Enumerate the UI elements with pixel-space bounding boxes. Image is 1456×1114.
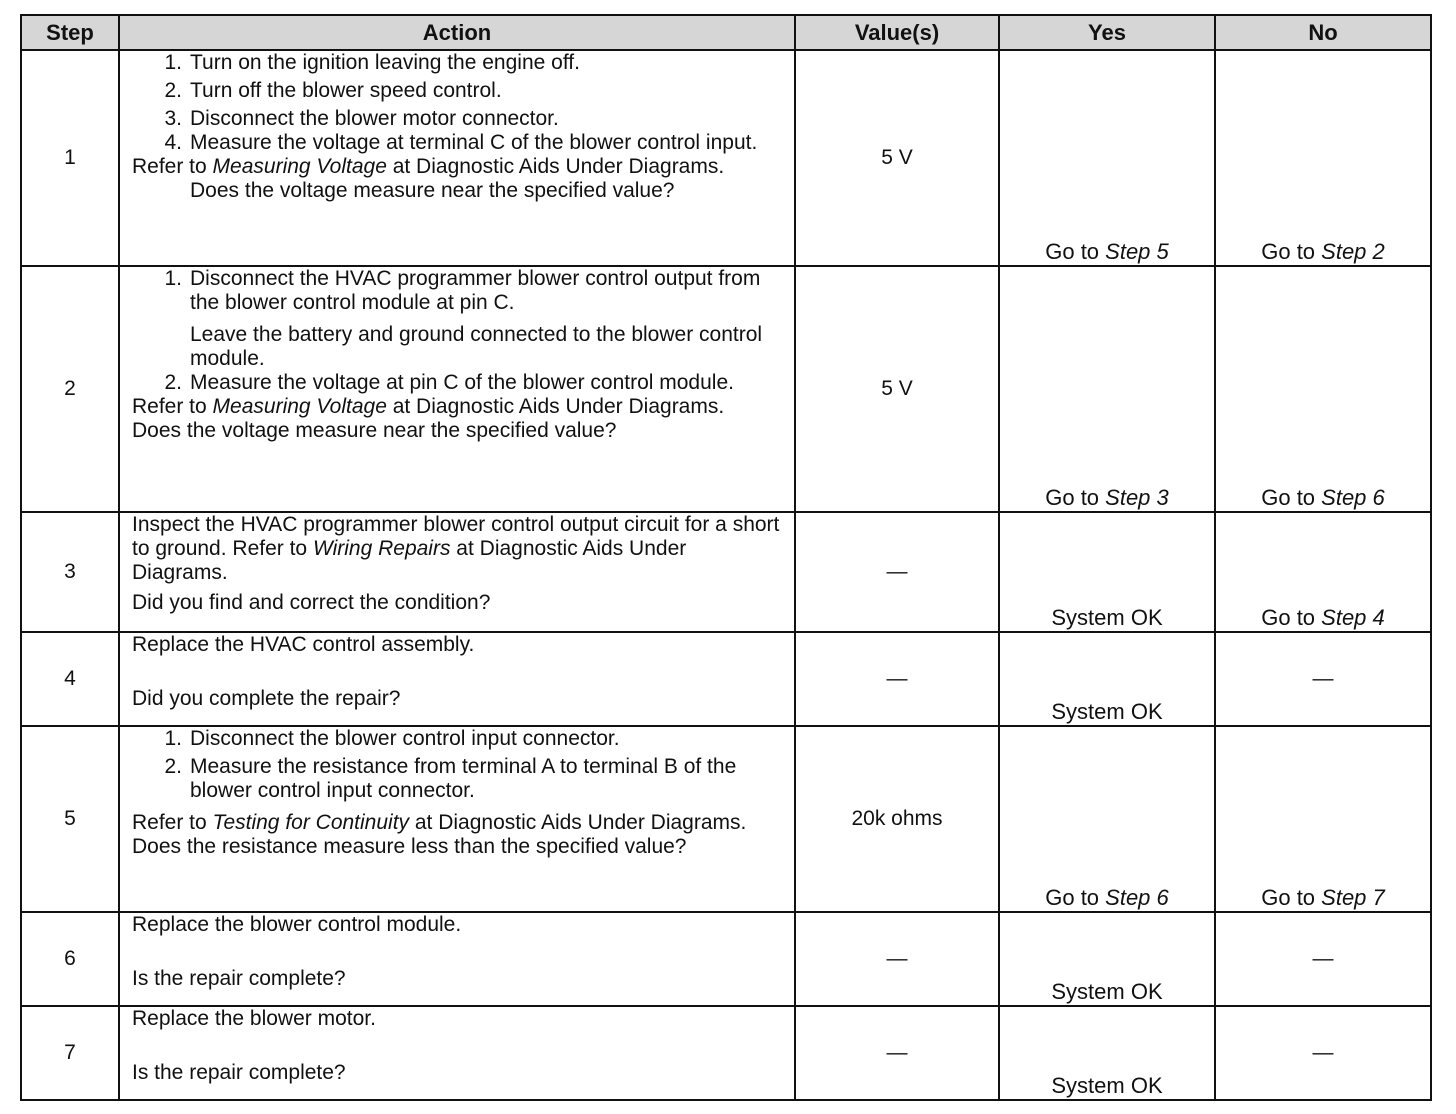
question-text: Did you find and correct the condition? xyxy=(132,591,491,614)
no-cell: Go to Step 2 xyxy=(1215,50,1431,266)
value-cell: 5 V xyxy=(795,50,999,266)
table-row xyxy=(21,50,1431,266)
value-cell: — xyxy=(795,632,999,726)
action-cell xyxy=(119,50,795,266)
question-text: Is the repair complete? xyxy=(132,967,346,990)
table-row xyxy=(21,912,1431,1006)
header-step: Step xyxy=(21,15,119,50)
header-values: Value(s) xyxy=(795,15,999,50)
instruction-text: Replace the HVAC control assembly. xyxy=(132,633,475,656)
question-text: Did you complete the repair? xyxy=(132,687,401,710)
list-item: 2. Measure the resistance from terminal A to terminal B of the blower control input connector. xyxy=(164,755,737,802)
action-cell xyxy=(119,266,795,512)
reference-text: Refer to Testing for Continuity at Diagnostic Aids Under Diagrams. Does the resistance measure less than the specified value? xyxy=(132,811,747,858)
step-number: 5 xyxy=(21,726,119,912)
instruction-text: Inspect the HVAC programmer blower control output circuit for a short to ground. Refer to Wiring Repairs at Diagnostic Aids Under Diagrams. xyxy=(132,513,780,584)
yes-cell: Go to Step 6 xyxy=(999,726,1215,912)
header-yes: Yes xyxy=(999,15,1215,50)
step-number: 6 xyxy=(21,912,119,1006)
reference-text: Refer to Measuring Voltage at Diagnostic Aids Under Diagrams. xyxy=(132,155,725,178)
action-cell xyxy=(119,726,795,912)
list-item: 2. Turn off the blower speed control. xyxy=(164,79,502,102)
yes-cell: Go to Step 3 xyxy=(999,266,1215,512)
table-row xyxy=(21,1006,1431,1100)
step-number: 7 xyxy=(21,1006,119,1100)
note-text: Leave the battery and ground connected to the blower control module. xyxy=(190,323,763,370)
step-number: 2 xyxy=(21,266,119,512)
value-cell: 5 V xyxy=(795,266,999,512)
table-row xyxy=(21,512,1431,632)
action-cell xyxy=(119,912,795,1006)
table-row xyxy=(21,726,1431,912)
yes-cell: Go to Step 5 xyxy=(999,50,1215,266)
list-item: 1. Turn on the ignition leaving the engine off. xyxy=(164,51,580,74)
list-item: 4. Measure the voltage at terminal C of the blower control input. xyxy=(164,131,758,154)
instruction-text: Replace the blower motor. xyxy=(132,1007,376,1030)
table-row xyxy=(21,266,1431,512)
value-cell: — xyxy=(795,1006,999,1100)
action-cell xyxy=(119,1006,795,1100)
instruction-text: Replace the blower control module. xyxy=(132,913,462,936)
list-item: 1. Disconnect the HVAC programmer blower control output from the blower control module at pin C. xyxy=(164,267,761,314)
table-row xyxy=(21,632,1431,726)
yes-cell: System OK xyxy=(999,632,1215,726)
value-cell: — xyxy=(795,512,999,632)
list-item: 3. Disconnect the blower motor connector. xyxy=(164,107,559,130)
question-text: Is the repair complete? xyxy=(132,1061,346,1084)
list-item: 2. Measure the voltage at pin C of the blower control module. xyxy=(164,371,734,394)
question-text: Does the voltage measure near the specified value? xyxy=(132,419,617,442)
no-cell: — xyxy=(1215,1006,1431,1100)
step-number: 1 xyxy=(21,50,119,266)
action-cell xyxy=(119,512,795,632)
step-number: 4 xyxy=(21,632,119,726)
yes-cell: System OK xyxy=(999,912,1215,1006)
value-cell: — xyxy=(795,912,999,1006)
header-no: No xyxy=(1215,15,1431,50)
header-action: Action xyxy=(119,15,795,50)
no-cell: — xyxy=(1215,632,1431,726)
header-row xyxy=(21,15,1431,50)
no-cell: Go to Step 7 xyxy=(1215,726,1431,912)
yes-cell: System OK xyxy=(999,1006,1215,1100)
yes-cell: System OK xyxy=(999,512,1215,632)
no-cell: — xyxy=(1215,912,1431,1006)
reference-text: Refer to Measuring Voltage at Diagnostic Aids Under Diagrams. xyxy=(132,395,725,418)
question-text: Does the voltage measure near the specified value? xyxy=(190,179,675,202)
no-cell: Go to Step 6 xyxy=(1215,266,1431,512)
no-cell: Go to Step 4 xyxy=(1215,512,1431,632)
value-cell: 20k ohms xyxy=(795,726,999,912)
action-cell xyxy=(119,632,795,726)
list-item: 1. Disconnect the blower control input connector. xyxy=(164,727,620,750)
step-number: 3 xyxy=(21,512,119,632)
diagnostic-table xyxy=(20,14,1432,1101)
